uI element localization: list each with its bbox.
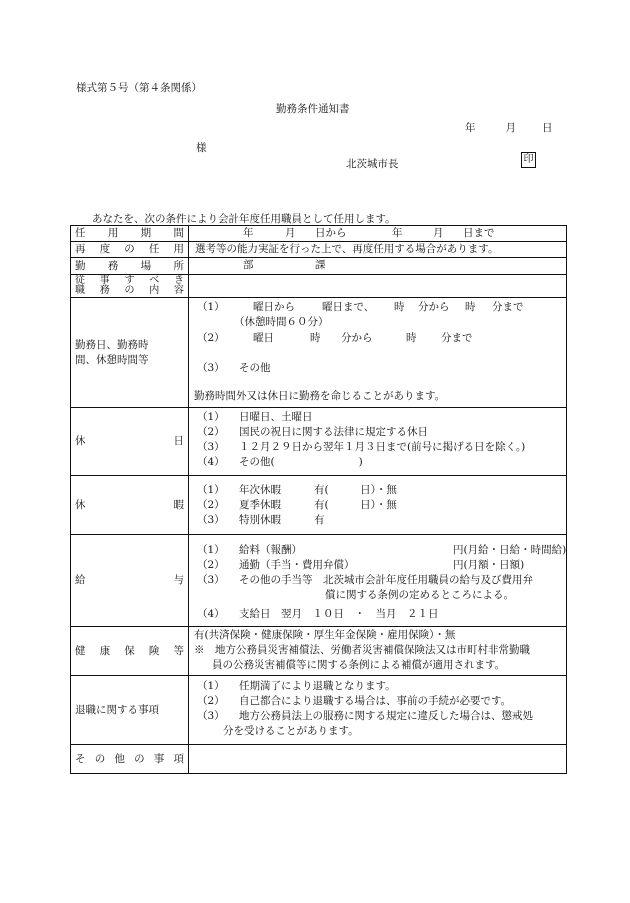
row-period [71,226,567,242]
hours-l1-c: 時 [394,301,405,313]
retire-1-text: 任期満了により退職となります。 [239,680,396,692]
row-holidays [71,408,567,476]
hours-label-line2: 間、休憩時間等 [75,353,149,366]
label-char: べ [149,275,160,286]
label-char: 再 [75,243,86,255]
intro-text: あなたを、次の条件により会計年度任用職員として任用します。 [92,213,396,225]
label-char: 務 [107,259,119,272]
date-year: 年 [465,122,476,134]
label-duties [71,275,189,298]
salary-2-num: （2） [197,559,225,571]
label-char: 従 [75,275,85,286]
hours-l1-a: 曜日から [253,301,295,313]
value-hours [189,298,567,408]
row-retirement [71,676,567,745]
row-leave [71,476,567,535]
salary-2-right: 円(月額・日額) [453,559,525,571]
label-char: 任 [75,227,86,239]
holiday-3-text: １２月２９日から翌年１月３日まで(前号に掲げる日を除く。) [239,441,526,453]
label-hours [71,298,189,408]
hours-break: （休憩時間６０分） [234,316,329,328]
period-year1: 年 [243,226,254,239]
period-month1: 月 [285,226,296,239]
label-char: 他 [114,752,125,765]
label-char: 休 [75,435,86,447]
hours-l2-c: 分から [341,332,373,344]
leave-2-num: （2） [197,499,225,511]
label-char: の [94,752,106,765]
label-char: 任 [148,243,160,255]
row-salary [71,535,567,627]
label-other [71,745,189,774]
hours-l3-text: その他 [239,362,271,374]
row-other [71,745,567,774]
value-insurance [189,627,567,676]
label-char: 保 [124,644,135,657]
value-other[interactable] [189,745,567,774]
label-char: 内 [149,285,160,296]
label-char: き [174,275,184,286]
label-holidays [71,408,189,476]
hours-l1-f: 分まで [492,301,524,313]
hours-l2-a: 曜日 [253,332,274,344]
row-reappoint [71,242,567,258]
salary-3-cont: 償に関する条例の定めるところによる。 [325,589,514,601]
label-char: 与 [173,574,184,586]
holiday-4-num: （4） [197,456,225,468]
date-line [465,120,553,135]
hours-label-line1: 勤務日、勤務時 [75,338,149,351]
label-char: 期 [140,227,152,239]
label-char: 事 [153,752,165,765]
label-char: 康 [99,644,111,657]
insurance-line2: ※ 地方公務員災害補償法、労働者災害補償保険法又は市町村非常勤職 [194,644,530,656]
label-char: 度 [99,243,111,255]
holiday-3-num: （3） [197,441,225,453]
salary-3-text: その他の手当等 北茨城市会計年度任用職員の給与及び費用弁 [239,574,533,586]
label-insurance [71,627,189,676]
issuer-name: 北茨城市長 [346,158,399,170]
hours-l2-d: 時 [406,332,417,344]
insurance-line1: 有(共済保険・健康保険・厚生年金保険・雇用保険）・無 [194,629,456,641]
label-char: の [134,752,145,765]
holiday-1-text: 日曜日、土曜日 [239,411,313,423]
label-char: 健 [75,644,86,657]
period-year2: 年 [392,226,403,239]
label-char: 間 [173,227,184,239]
retire-1-num: （1） [197,680,225,692]
salary-3-num: （3） [197,574,225,586]
workplace-section: 課 [315,259,326,271]
salary-2-text: 通勤（手当・費用弁償） [239,559,355,571]
label-reappoint [71,242,189,258]
label-char: 項 [173,752,184,765]
label-char: 険 [148,644,160,657]
salary-1-num: （1） [197,544,225,556]
workplace-dept: 部 [243,259,254,271]
label-char: 給 [75,574,86,586]
label-char: 暇 [173,498,184,511]
leave-1-opt: 有( 日）・無 [314,484,397,496]
label-char: 勤 [75,259,86,272]
label-char: 場 [140,259,152,272]
retire-3-num: （3） [197,710,225,722]
value-salary [189,535,567,627]
hours-note: 勤務時間外又は休日に勤務を命じることがあります。 [194,390,446,402]
label-char: の [124,285,135,296]
value-period [189,226,567,242]
hours-l3-num: （3） [197,362,225,374]
leave-2-name: 夏季休暇 [239,499,281,511]
label-char: 用 [173,243,184,255]
leave-3-name: 特別休暇 [239,514,281,526]
conditions-table [70,225,567,774]
row-insurance [71,627,567,676]
value-leave [189,476,567,535]
holiday-2-num: （2） [197,426,225,438]
label-char: 用 [107,227,119,239]
retire-3-text: 地方公務員法上の服務に関する規定に違反した場合は、懲戒処 [239,710,533,722]
label-leave [71,476,189,535]
leave-1-name: 年次休暇 [239,484,281,496]
holiday-2-text: 国民の祝日に関する法律に規定する休日 [239,426,428,438]
salary-1-text: 給料（報酬） [239,544,302,556]
leave-3-opt: 有 [314,514,325,526]
label-char: 所 [173,259,184,272]
value-holidays [189,408,567,476]
value-reappoint: 選考等の能力実証を行った上で、再度任用する場合があります。 [189,242,567,258]
label-retirement: 退職に関する事項 [71,676,189,745]
holiday-4-text: その他( ) [239,456,363,468]
hours-l1-e: 時 [465,301,476,313]
hours-l2-e: 分まで [441,332,473,344]
value-workplace [189,258,567,275]
date-month: 月 [505,122,516,134]
label-char: す [124,275,135,286]
label-char: 事 [99,275,110,286]
row-hours [71,298,567,408]
label-period [71,226,189,242]
retire-3-cont: 分を受けることがあります。 [223,725,359,737]
form-code: 様式第５号（第４条関係） [76,82,202,94]
label-char: の [124,243,135,255]
hours-l2-b: 時 [310,332,321,344]
hours-l1-num: （1） [197,301,225,313]
value-duties[interactable] [189,275,567,298]
label-char: 容 [174,285,184,296]
period-day2: 日まで [463,226,495,239]
holiday-1-num: （1） [197,411,225,423]
hours-l2-num: （2） [197,332,225,344]
label-char: 等 [173,644,184,657]
salary-4-text: 支給日 翌月 １０日 ・ 当月 ２１日 [239,608,439,620]
value-retirement [189,676,567,745]
salary-1-right: 円(月給・日給・時間給) [453,544,567,556]
salary-4-num: （4） [197,608,225,620]
label-char: 職 [75,285,85,296]
addressee-suffix: 様 [196,142,207,154]
row-duties [71,275,567,298]
row-workplace [71,258,567,275]
leave-1-num: （1） [197,484,225,496]
label-char: そ [75,752,86,765]
retire-2-num: （2） [197,695,225,707]
period-day1: 日から [315,226,347,239]
label-workplace [71,258,189,275]
seal-mark: 印 [521,152,536,168]
date-day: 日 [542,122,553,134]
retire-2-text: 自己都合により退職する場合は、事前の手続が必要です。 [239,695,512,707]
label-salary [71,535,189,627]
hours-l1-b: 曜日まで、 [322,301,375,313]
document-title: 勤務条件通知書 [276,103,350,115]
label-char: 日 [173,435,184,447]
hours-l1-d: 分から [418,301,450,313]
insurance-line3: 員の公務災害補償等に関する条例による補償が適用されます。 [212,659,506,671]
label-char: 休 [75,498,86,511]
label-char: 務 [99,285,110,296]
leave-2-opt: 有( 日）・無 [314,499,397,511]
leave-3-num: （3） [197,514,225,526]
period-month2: 月 [433,226,444,239]
